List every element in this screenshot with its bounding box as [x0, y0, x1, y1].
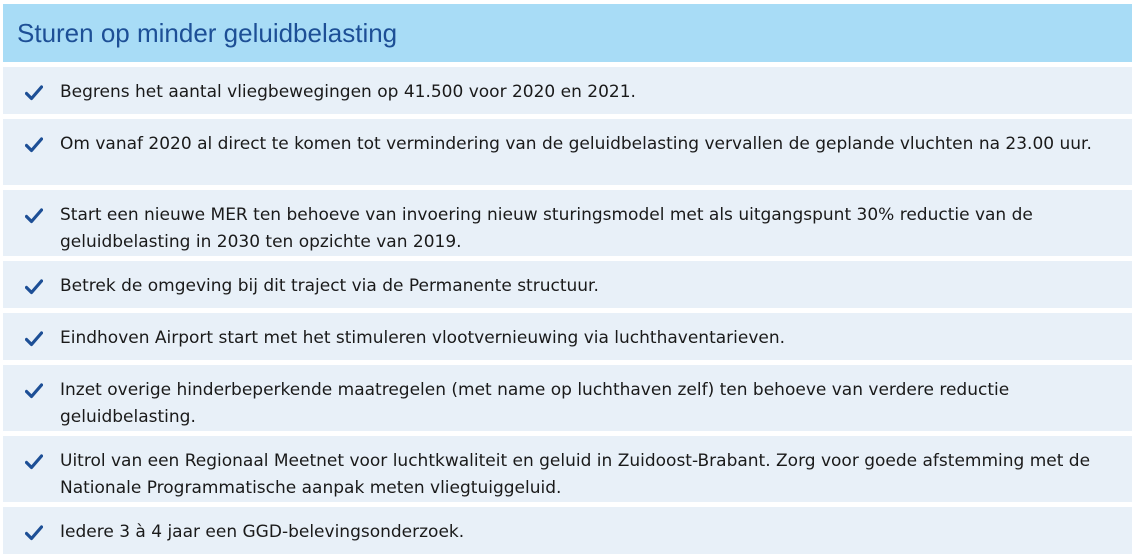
- list-item: [3, 261, 1132, 308]
- list-item-text: Start een nieuwe MER ten behoeve van invoering nieuw sturingsmodel met als uitgangspunt 30% reductie van de geluidbelasting in 2030 ten opzichte van 2019.: [60, 205, 1033, 252]
- list-item-text: Iedere 3 à 4 jaar een GGD-belevingsonderzoek.: [60, 522, 465, 542]
- list-item-text: Uitrol van een Regionaal Meetnet voor luchtkwaliteit en geluid in Zuidoost-Brabant. Zorg voor goede afstemming met de Nationale Programmatische aanpak meten vliegtuiggeluid.: [60, 451, 1091, 498]
- checkmark-icon: [25, 137, 43, 153]
- checkmark-icon: [25, 454, 43, 470]
- list-item-text: Om vanaf 2020 al direct te komen tot vermindering van de geluidbelasting vervallen de geplande vluchten na 23.00 uur.: [60, 134, 1092, 154]
- list-item: [3, 365, 1132, 431]
- checkmark-icon: [25, 85, 43, 101]
- list-item-text: Eindhoven Airport start met het stimuleren vlootvernieuwing via luchthaventarieven.: [60, 328, 786, 348]
- measures-panel: [3, 4, 1132, 559]
- list-item: [3, 67, 1132, 114]
- list-item: [3, 313, 1132, 360]
- list-item-text: Inzet overige hinderbeperkende maatregelen (met name op luchthaven zelf) ten behoeve van verdere reductie geluidbelasting.: [60, 380, 1010, 427]
- list-item: [3, 436, 1132, 502]
- list-item: [3, 190, 1132, 256]
- panel-title: Sturen op minder geluidbelasting: [17, 17, 398, 48]
- checkmark-icon: [25, 208, 43, 224]
- list-item-text: Begrens het aantal vliegbewegingen op 41.500 voor 2020 en 2021.: [60, 82, 636, 102]
- checkmark-icon: [25, 525, 43, 541]
- list-item: [3, 119, 1132, 185]
- measures-list: [3, 67, 1132, 554]
- checkmark-icon: [25, 383, 43, 399]
- list-item-text: Betrek de omgeving bij dit traject via de Permanente structuur.: [60, 276, 599, 296]
- checkmark-icon: [25, 279, 43, 295]
- panel-header: [3, 4, 1132, 62]
- list-item: [3, 507, 1132, 554]
- checkmark-icon: [25, 331, 43, 347]
